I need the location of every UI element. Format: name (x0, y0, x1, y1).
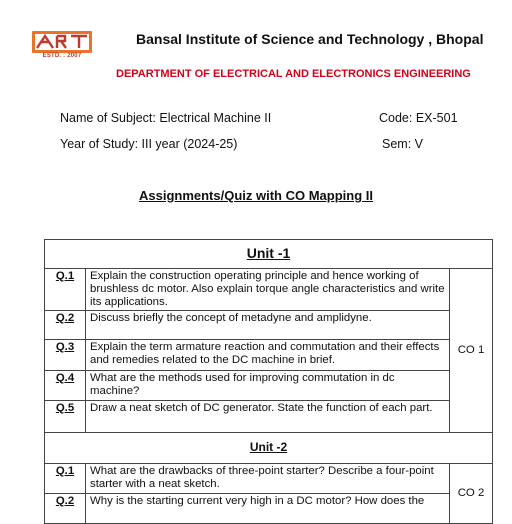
question-text: Draw a neat sketch of DC generator. State the function of each part. (86, 401, 450, 433)
unit-title: Unit -1 (246, 244, 291, 261)
unit-header-row (45, 240, 493, 269)
question-number: Q.1 (45, 464, 86, 494)
question-text: Explain the construction operating principle and hence working of brushless dc motor. Also explain torque angle characteristics and write its applications. (86, 269, 450, 311)
question-number: Q.1 (45, 269, 86, 311)
co-mapping: CO 2 (450, 464, 493, 524)
table-row (45, 464, 493, 494)
logo-established-text: ESTD. : 2007 (42, 53, 82, 59)
subject-code: Code: EX-501 (379, 111, 458, 125)
institute-name: Bansal Institute of Science and Technology , Bhopal (136, 31, 484, 47)
assignment-table (44, 239, 493, 524)
question-text: What are the drawbacks of three-point starter? Describe a four-point starter with a neat sketch. (86, 464, 450, 494)
table-row (45, 494, 493, 524)
page-heading: Assignments/Quiz with CO Mapping II (138, 188, 373, 203)
table-row (45, 401, 493, 433)
semester: Sem: V (382, 137, 423, 151)
question-text: Discuss briefly the concept of metadyne and amplidyne. (86, 311, 450, 340)
table-row (45, 340, 493, 371)
question-number: Q.5 (45, 401, 86, 433)
department-name: DEPARTMENT OF ELECTRICAL AND ELECTRONICS ENGINEERING (116, 68, 471, 80)
question-number: Q.2 (45, 311, 86, 340)
year-of-study: Year of Study: III year (2024-25) (60, 137, 238, 151)
subject-name: Name of Subject: Electrical Machine II (60, 111, 272, 125)
table-row (45, 269, 493, 311)
table-row (45, 371, 493, 401)
question-text: Why is the starting current very high in a DC motor? How does the (86, 494, 450, 524)
question-number: Q.4 (45, 371, 86, 401)
question-number: Q.3 (45, 340, 86, 371)
co-mapping: CO 1 (450, 269, 493, 433)
question-number: Q.2 (45, 494, 86, 524)
question-text: What are the methods used for improving commutation in dc machine? (86, 371, 450, 401)
unit-title: Unit -2 (249, 440, 288, 454)
question-text: Explain the term armature reaction and commutation and their effects and remedies related to the DC machine in brief. (86, 340, 450, 371)
table-row (45, 311, 493, 340)
unit-header-row (45, 433, 493, 464)
